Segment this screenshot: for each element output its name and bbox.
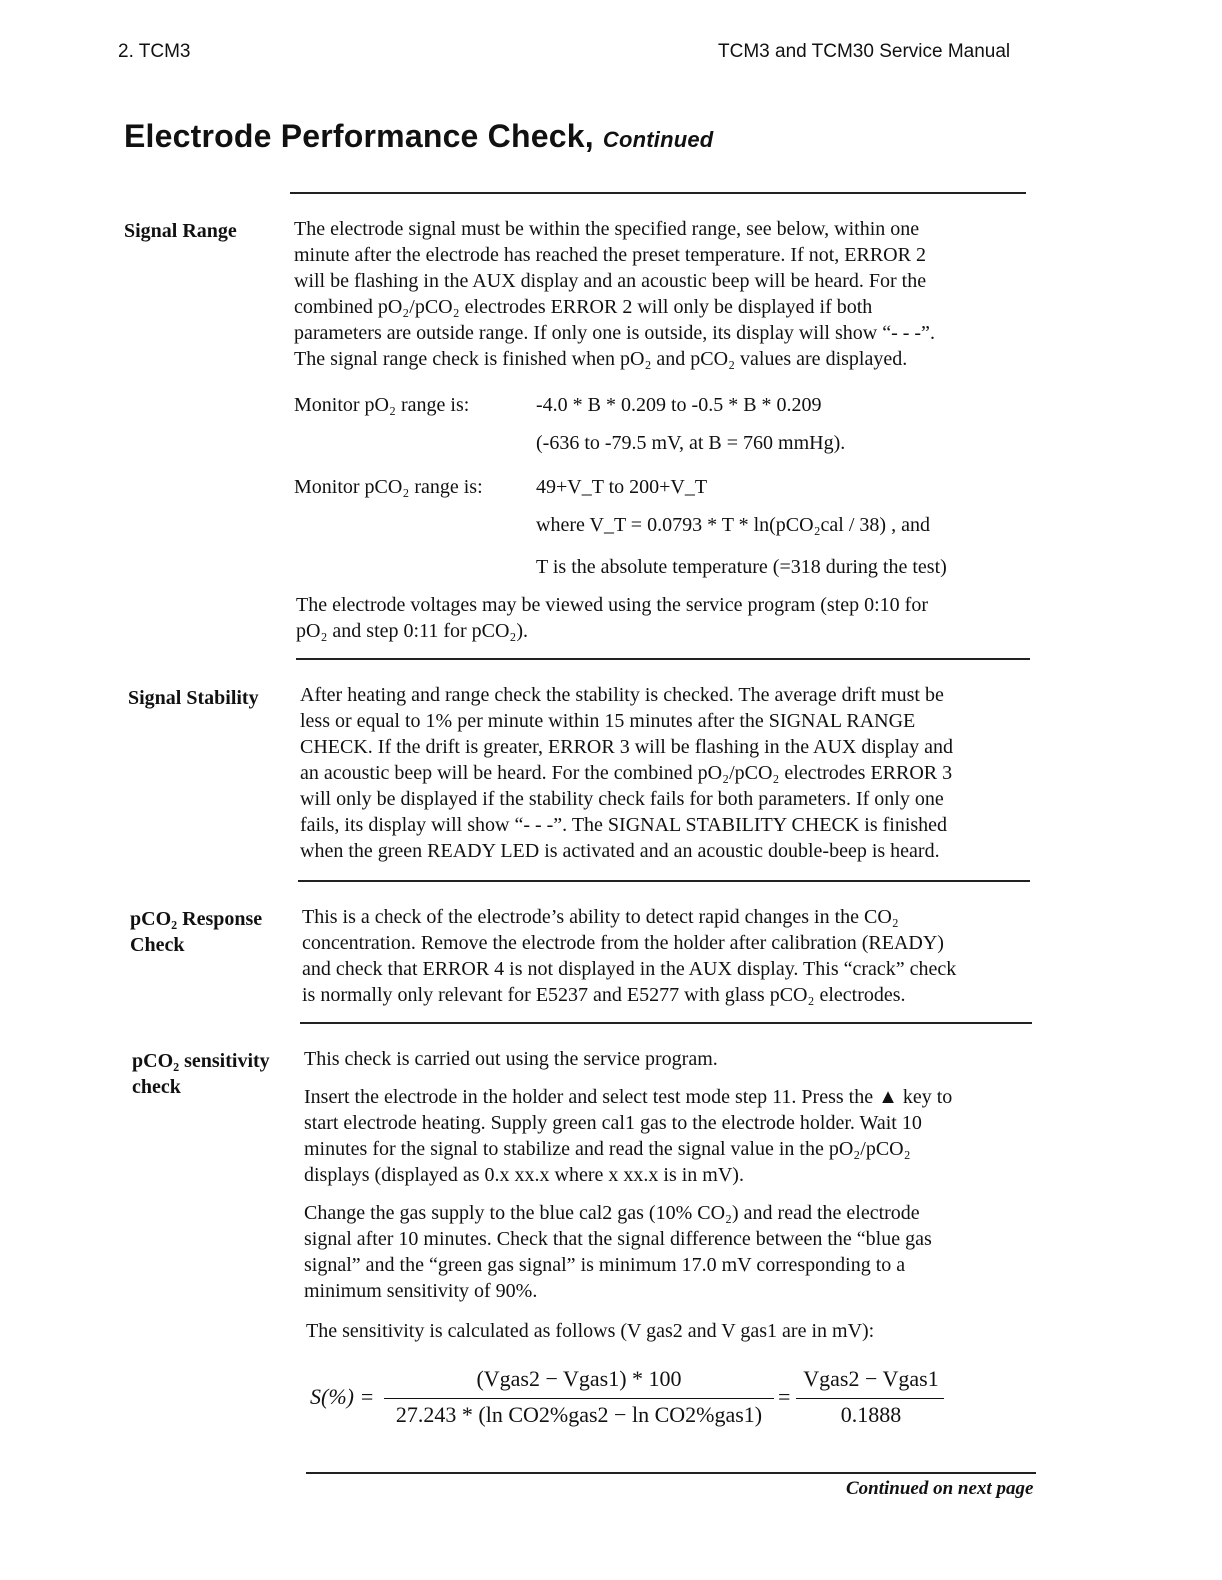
pco2-sensitivity-insert [304, 1084, 1044, 1188]
pco2-temperature-note: T is the absolute temperature (=318 during the test) [536, 556, 947, 578]
pco2-range-label: Monitor pCO₂ range is: [294, 476, 483, 498]
formula-denominator-1: 27.243 * (ln CO2%gas2 − ln CO2%gas1) [395, 1402, 763, 1427]
po2-range-values: (-636 to -79.5 mV, at B = 760 mmHg). [536, 432, 846, 454]
text-line: The sensitivity is calculated as follows (V gas2 and V gas1 are in mV): [306, 1320, 875, 1342]
pco2-sensitivity-change [304, 1200, 1044, 1304]
section-label-signal-stability: Signal Stability [128, 687, 259, 709]
page-title [124, 118, 713, 155]
fraction-bar [796, 1398, 944, 1399]
section-label-pco2-sensitivity [132, 1048, 270, 1100]
text-line: minute after the electrode has reached the preset temperature. If not, ERROR 2 [294, 244, 926, 266]
signal-range-text [294, 216, 1034, 372]
pco2-vt-definition: where V_T = 0.0793 * T * ln(pCO₂cal / 38) , and [536, 514, 930, 536]
text-line: will only be displayed if the stability check fails for both parameters. If only one [300, 788, 944, 810]
text-line: displays (displayed as 0.x xx.x where x xx.x is in mV). [304, 1164, 744, 1186]
text-line: After heating and range check the stability is checked. The average drift must be [300, 684, 944, 706]
text-line: signal” and the “green gas signal” is minimum 17.0 mV corresponding to a [304, 1254, 906, 1276]
label-line: check [132, 1076, 181, 1098]
pco2-sensitivity-intro [304, 1046, 1044, 1072]
header-manual-title: TCM3 and TCM30 Service Manual [718, 41, 1011, 62]
text-line: minimum sensitivity of 90%. [304, 1280, 538, 1302]
header-section: 2. TCM3 [118, 41, 191, 62]
text-line: start electrode heating. Supply green cal1 gas to the electrode holder. Wait 10 [304, 1112, 922, 1134]
po2-range-formula: -4.0 * B * 0.209 to -0.5 * B * 0.209 [536, 394, 822, 416]
divider [306, 1472, 1036, 1474]
signal-stability-text [300, 682, 1040, 864]
text-line: less or equal to 1% per minute within 15 minutes after the SIGNAL RANGE [300, 710, 916, 732]
pco2-response-text [302, 904, 1042, 1008]
divider [298, 880, 1030, 882]
formula-denominator-2: 0.1888 [840, 1402, 902, 1427]
text-line: concentration. Remove the electrode from the holder after calibration (READY) [302, 932, 944, 954]
page-title-main: Electrode Performance Check, [124, 118, 594, 154]
text-line: Insert the electrode in the holder and select test mode step 11. Press the ▲ key to [304, 1086, 953, 1108]
text-line: minutes for the signal to stabilize and read the signal value in the pO₂/pCO₂ [304, 1138, 911, 1160]
sensitivity-calc-intro [306, 1318, 1046, 1344]
text-line: combined pO₂/pCO₂ electrodes ERROR 2 will only be displayed if both [294, 296, 873, 318]
label-line: pCO₂ sensitivity [132, 1050, 270, 1072]
formula-equals: = [778, 1384, 791, 1409]
text-line: and check that ERROR 4 is not displayed in the AUX display. This “crack” check [302, 958, 957, 980]
text-line: Change the gas supply to the blue cal2 gas (10% CO₂) and read the electrode [304, 1202, 920, 1224]
text-line: signal after 10 minutes. Check that the signal difference between the “blue gas [304, 1228, 932, 1250]
text-line: is normally only relevant for E5237 and E5277 with glass pCO₂ electrodes. [302, 984, 906, 1006]
formula-numerator-1: (Vgas2 − Vgas1) * 100 [476, 1366, 682, 1391]
text-line: fails, its display will show “- - -”. The SIGNAL STABILITY CHECK is finished [300, 814, 948, 836]
text-line: The signal range check is finished when pO₂ and pCO₂ values are displayed. [294, 348, 908, 370]
page-title-suffix: Continued [602, 127, 714, 152]
divider [290, 192, 1026, 194]
text-line: will be flashing in the AUX display and an acoustic beep will be heard. For the [294, 270, 927, 292]
pco2-range-formula: 49+V_T to 200+V_T [536, 476, 708, 498]
text-line: pO₂ and step 0:11 for pCO₂). [296, 620, 529, 642]
formula-lhs: S(%) = [310, 1384, 375, 1409]
fraction-bar [384, 1398, 774, 1399]
section-label-signal-range: Signal Range [124, 220, 237, 242]
formula-numerator-2: Vgas2 − Vgas1 [803, 1366, 939, 1391]
text-line: parameters are outside range. If only one is outside, its display will show “- - -”. [294, 322, 935, 344]
po2-range-label: Monitor pO₂ range is: [294, 394, 470, 416]
text-line: when the green READY LED is activated and an acoustic double-beep is heard. [300, 840, 940, 862]
text-line: The electrode signal must be within the specified range, see below, within one [294, 218, 920, 240]
text-line: This check is carried out using the service program. [304, 1048, 718, 1070]
label-line: pCO₂ Response [130, 908, 263, 930]
text-line: The electrode voltages may be viewed using the service program (step 0:10 for [296, 594, 929, 616]
section-label-pco2-response [130, 906, 262, 958]
text-line: CHECK. If the drift is greater, ERROR 3 will be flashing in the AUX display and [300, 736, 953, 758]
electrode-voltage-note [296, 592, 1036, 644]
continued-note: Continued on next page [846, 1478, 1034, 1499]
text-line: This is a check of the electrode’s ability to detect rapid changes in the CO₂ [302, 906, 899, 928]
text-line: an acoustic beep will be heard. For the combined pO₂/pCO₂ electrodes ERROR 3 [300, 762, 953, 784]
divider [296, 658, 1030, 660]
divider [300, 1022, 1032, 1024]
label-line: Check [130, 934, 185, 956]
